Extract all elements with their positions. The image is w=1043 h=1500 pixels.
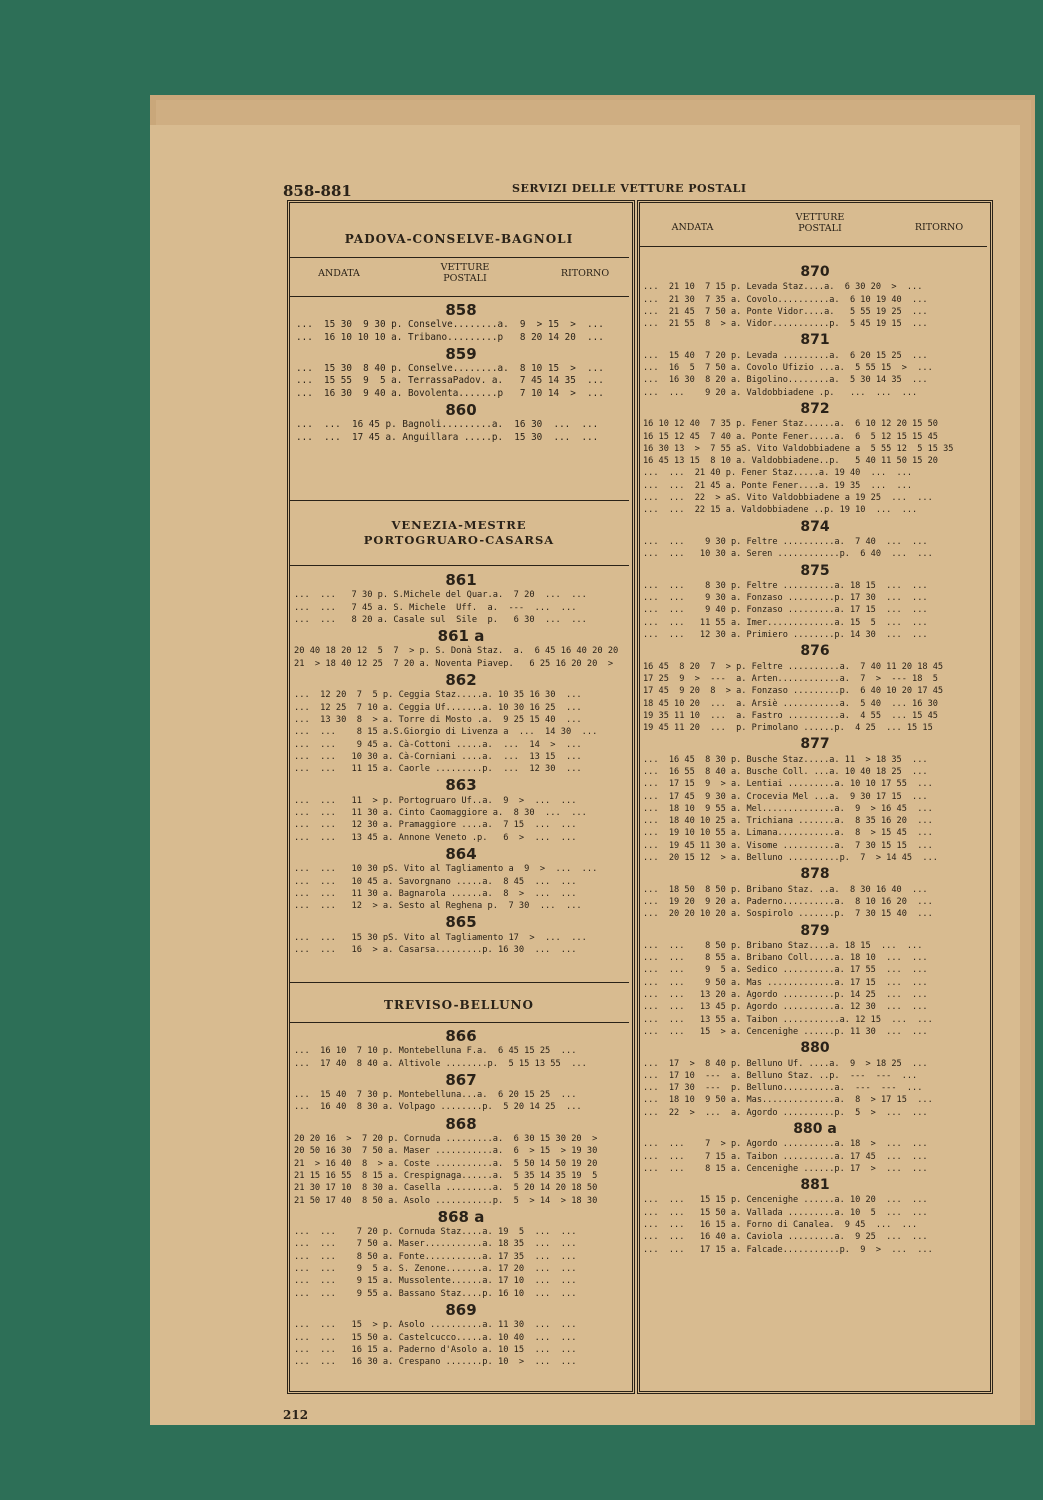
route-number: 866: [445, 1027, 477, 1045]
timetable-row: ... 21 55 8 > a. Vidor...........p. 5 45 19 15 ...: [643, 319, 928, 330]
route-number: 868: [445, 1114, 477, 1133]
timetable-row: ... 15 40 7 30 p. Montebelluna...a. 6 20 15 25 ...: [294, 1090, 577, 1101]
divider: [290, 565, 629, 566]
timetable-row: 16 45 8 20 7 > p. Feltre ..........a. 7 40 11 20 18 45: [643, 661, 944, 672]
timetable-row: ... 18 50 8 50 p. Bribano Staz. ..a. 8 30 16 40 ...: [643, 884, 928, 895]
left-block3-title: TREVISO-BELLUNO: [384, 998, 534, 1012]
route-number: 861 a: [437, 627, 485, 646]
timetable-row: 16 30 13 > 7 55 aS. Vito Valdobbiadene a 5 55 12 5 15 35: [643, 443, 954, 454]
route-number: 864: [445, 844, 477, 863]
timetable-row: 20 40 18 20 12 5 7 > p. S. Donà Staz. a. 6 45 16 40 20 20: [294, 646, 619, 657]
timetable-row: 21 30 17 10 8 30 a. Casella .........a. 5 20 14 20 18 50: [294, 1183, 598, 1194]
timetable-row: 16 45 13 15 8 10 a. Valdobbiadene..p. 5 40 11 50 15 20: [643, 456, 938, 467]
timetable-row: ... ... 9 55 a. Bassano Staz....p. 16 10 ... ...: [294, 1288, 577, 1299]
timetable-row: ... 17 10 --- a. Belluno Staz. ..p. --- --- ...: [643, 1070, 918, 1081]
route-number: 861: [445, 571, 477, 589]
route-number: 879: [800, 922, 830, 939]
timetable-row: ... 21 30 7 35 a. Covolo..........a. 6 10 19 40 ...: [643, 294, 928, 305]
timetable-row: ... ... 7 30 p. S.Michele del Quar.a. 7 20 ... ...: [294, 590, 587, 601]
timetable-row: ... 12 20 7 5 p. Ceggia Staz.....a. 10 35 16 30 ...: [294, 690, 582, 701]
timetable-row: ... ... 17 45 a. Anguillara .....p. 15 30 ... ...: [296, 431, 599, 443]
timetable-row: ... ... 12 30 a. Pramaggiore ....a. 7 15 ... ...: [294, 820, 577, 831]
timetable-row: ... ... 13 45 a. Annone Veneto .p. 6 > ... ...: [294, 832, 577, 843]
timetable-row: ... ... 8 55 a. Bribano Coll.....a. 18 10 ... ...: [643, 953, 928, 964]
route-number: 862: [445, 671, 477, 690]
timetable-row: ... ... 16 15 a. Forno di Canalea. 9 45 ... ...: [643, 1220, 918, 1231]
timetable-row: ... ... 9 30 p. Feltre ..........a. 7 40 ... ...: [643, 536, 928, 547]
timetable-row: ... ... 16 45 p. Bagnoli.........a. 16 30 ... ...: [296, 419, 599, 431]
divider: [290, 296, 629, 297]
timetable-row: ... 16 55 8 40 a. Busche Coll. ...a. 10 40 18 25 ...: [643, 766, 928, 777]
left-block2-title: VENEZIA-MESTRE PORTOGRUARO-CASARSA: [363, 518, 555, 547]
timetable-row: 21 > 18 40 12 25 7 20 a. Noventa Piavep. 6 25 16 20 20 >: [294, 658, 614, 669]
timetable-row: ... 18 40 10 25 a. Trichiana .......a. 8 35 16 20 ...: [643, 816, 933, 827]
timetable-row: 16 10 12 40 7 35 p. Fener Staz......a. 6 10 12 20 15 50: [643, 419, 938, 430]
timetable-row: 20 50 16 30 7 50 a. Maser ...........a. 6 > 15 > 19 30: [294, 1146, 598, 1157]
left-block3-rows: [294, 1026, 628, 1368]
timetable-row: ... ... 12 > a. Sesto al Reghena p. 7 30 ... ...: [294, 901, 582, 912]
timetable-row: ... ... 13 20 a. Agordo ..........p. 14 25 ... ...: [643, 990, 928, 1001]
timetable-row: ... ... 16 30 a. Crespano .......p. 10 > ... ...: [294, 1357, 577, 1368]
timetable-row: ... ... 15 50 a. Castelcucco.....a. 10 40 ... ...: [294, 1332, 577, 1343]
route-number: 868 a: [437, 1207, 485, 1226]
route-number: 877: [800, 736, 830, 753]
running-title: SERVIZI DELLE VETTURE POSTALI: [512, 182, 747, 195]
timetable-row: ... ... 11 > p. Portogruaro Uf..a. 9 > ... ...: [294, 795, 577, 806]
timetable-row: ... 15 55 9 5 a. TerrassaPadov. a. 7 45 14 35 ...: [296, 375, 604, 387]
route-number: 880: [800, 1040, 830, 1057]
route-number: 880 a: [793, 1121, 837, 1137]
timetable-row: ... ... 15 > p. Asolo ..........a. 11 30 ... ...: [294, 1320, 577, 1331]
timetable-row: ... 17 40 8 40 a. Altivole ........p. 5 15 13 55 ...: [294, 1058, 587, 1069]
timetable-row: ... 19 10 10 55 a. Limana...........a. 8 > 15 45 ...: [643, 828, 933, 839]
timetable-row: ... ... 13 55 a. Taibon ...........a. 12 15 ... ...: [643, 1014, 933, 1025]
timetable-row: ... ... 11 55 a. Imer.............a. 15 5 ... ...: [643, 617, 928, 628]
timetable-row: ... ... 16 15 a. Paderno d'Asolo a. 10 15 ... ...: [294, 1344, 577, 1355]
timetable-row: ... ... 10 30 a. Seren ............p. 6 40 ... ...: [643, 549, 933, 560]
timetable-row: ... ... 8 15 a. Cencenighe ......p. 17 > ... ...: [643, 1163, 928, 1174]
timetable-row: ... ... 9 50 a. Mas .............a. 17 15 ... ...: [643, 977, 928, 988]
timetable-row: ... ... 8 50 p. Bribano Staz....a. 18 15 ... ...: [643, 940, 923, 951]
route-number: 863: [445, 776, 477, 795]
left-ritorno-head: RITORNO: [560, 268, 610, 279]
route-number: 875: [800, 562, 830, 579]
timetable-row: ... 16 5 7 50 a. Covolo Ufizio ...a. 5 55 15 > ...: [643, 363, 933, 374]
timetable-row: ... 16 45 8 30 p. Busche Staz.....a. 11 > 18 35 ...: [643, 754, 928, 765]
timetable-row: ... ... 16 40 a. Caviola .........a. 9 25 ... ...: [643, 1232, 928, 1243]
timetable-row: ... ... 11 30 a. Bagnarola ......a. 8 > ... ...: [294, 888, 577, 899]
timetable-row: ... ... 10 45 a. Savorgnano .....a. 8 45 ... ...: [294, 876, 577, 887]
route-number: 858: [445, 301, 477, 319]
route-number: 871: [800, 332, 830, 349]
timetable-row: ... 18 10 9 55 a. Mel..............a. 9 > 16 45 ...: [643, 803, 933, 814]
timetable-row: ... 16 40 8 30 a. Volpago ........p. 5 20 14 25 ...: [294, 1102, 582, 1113]
route-number: 878: [800, 866, 830, 883]
timetable-row: ... 20 15 12 > a. Belluno ..........p. 7 > 14 45 ...: [643, 853, 938, 864]
timetable-row: ... 21 10 7 15 p. Levada Staz....a. 6 30 20 > ...: [643, 282, 923, 293]
timetable-row: ... ... 9 5 a. S. Zenone.......a. 17 20 ... ...: [294, 1264, 577, 1275]
timetable-row: 17 45 9 20 8 > a. Fonzaso .........p. 6 40 10 20 17 45: [643, 686, 944, 697]
timetable-row: ... ... 11 15 a. Caorle .........p. ... 12 30 ...: [294, 764, 582, 775]
timetable-row: ... 13 30 8 > a. Torre di Mosto .a. 9 25 15 40 ...: [294, 714, 582, 725]
timetable-row: 18 45 10 20 ... a. Arsiè ...........a. 5 40 ... 16 30: [643, 698, 938, 709]
timetable-row: ... ... 7 50 a. Maser...........a. 18 35 ... ...: [294, 1239, 577, 1250]
timetable-row: 21 50 17 40 8 50 a. Asolo ...........p. 5 > 14 > 18 30: [294, 1195, 598, 1206]
route-number: 860: [445, 401, 477, 420]
timetable-row: ... 17 30 --- p. Belluno..........a. --- --- ...: [643, 1083, 923, 1094]
left-vetture-head: VETTURE POSTALI: [440, 262, 490, 284]
timetable-row: ... ... 15 50 a. Vallada .........a. 10 5 ... ...: [643, 1207, 928, 1218]
left-block2-rows: [294, 570, 628, 956]
right-vetture-head: VETTURE POSTALI: [795, 212, 845, 234]
divider: [290, 257, 629, 258]
timetable-row: ... ... 8 30 p. Feltre ..........a. 18 15 ... ...: [643, 580, 928, 591]
route-number: 874: [800, 518, 830, 535]
timetable-row: ... 17 > 8 40 p. Belluno Uf. ....a. 9 > 18 25 ...: [643, 1058, 928, 1069]
timetable-row: ... 20 20 10 20 a. Sospirolo .......p. 7 30 15 40 ...: [643, 909, 933, 920]
timetable-row: ... 16 30 8 20 a. Bigolino........a. 5 30 14 35 ...: [643, 375, 928, 386]
timetable-row: ... 16 10 7 10 p. Montebelluna F.a. 6 45 15 25 ...: [294, 1046, 577, 1057]
right-rows: [643, 262, 987, 1256]
timetable-row: ... ... 8 20 a. Casale sul Sile p. 6 30 ... ...: [294, 614, 587, 625]
timetable-row: ... ... 11 30 a. Cinto Caomaggiore a. 8 30 ... ...: [294, 808, 587, 819]
divider: [640, 246, 987, 247]
timetable-row: ... 12 25 7 10 a. Ceggia Uf.......a. 10 30 16 25 ...: [294, 702, 582, 713]
divider: [290, 500, 629, 501]
timetable-row: ... ... 7 15 a. Taibon ..........a. 17 45 ... ...: [643, 1151, 928, 1162]
left-andata-head: ANDATA: [318, 268, 360, 279]
timetable-row: ... ... 9 15 a. Mussolente......a. 17 10 ... ...: [294, 1276, 577, 1287]
timetable-row: ... ... 8 15 a.S.Giorgio di Livenza a ... 14 30 ...: [294, 727, 598, 738]
route-number: 876: [800, 643, 830, 660]
route-number: 881: [800, 1177, 830, 1194]
timetable-row: ... 16 30 9 40 a. Bovolenta.......p 7 10 14 > ...: [296, 387, 604, 399]
timetable-row: ... ... 9 30 a. Fonzaso .........p. 17 30 ... ...: [643, 593, 928, 604]
timetable-row: ... ... 15 15 p. Cencenighe ......a. 10 20 ... ...: [643, 1195, 928, 1206]
timetable-row: ... ... 22 > aS. Vito Valdobbiadene a 19 25 ... ...: [643, 493, 933, 504]
timetable-row: ... ... 15 30 pS. Vito al Tagliamento 17 > ... ...: [294, 932, 587, 943]
left-block1-title: PADOVA-CONSELVE-BAGNOLI: [344, 232, 574, 246]
route-number: 867: [445, 1070, 477, 1089]
timetable-row: ... 17 45 9 30 a. Crocevia Mel ...a. 9 30 17 15 ...: [643, 791, 928, 802]
page-number: 212: [283, 1408, 309, 1422]
timetable-row: ... ... 12 30 a. Primiero ........p. 14 30 ... ...: [643, 630, 928, 641]
timetable-row: ... ... 9 40 p. Fonzaso .........a. 17 15 ... ...: [643, 605, 928, 616]
timetable-row: ... ... 13 45 p. Agordo ..........a. 12 30 ... ...: [643, 1002, 928, 1013]
right-andata-head: ANDATA: [671, 222, 714, 233]
timetable-row: 16 15 12 45 7 40 a. Ponte Fener.....a. 6 5 12 15 15 45: [643, 431, 938, 442]
route-number: 869: [445, 1300, 477, 1319]
route-number: 859: [445, 344, 477, 363]
timetable-row: ... 15 40 7 20 p. Levada .........a. 6 20 15 25 ...: [643, 350, 928, 361]
timetable-row: 17 25 9 > --- a. Arten............a. 7 > --- 18 5: [643, 673, 938, 684]
timetable-row: 19 45 11 20 ... p. Primolano ......p. 4 25 ... 15 15: [643, 723, 933, 734]
timetable-row: ... ... 22 15 a. Valdobbiadene ..p. 19 10 ... ...: [643, 505, 918, 516]
timetable-row: 20 20 16 > 7 20 p. Cornuda .........a. 6 30 15 30 20 >: [294, 1134, 598, 1145]
timetable-row: ... 21 45 7 50 a. Ponte Vidor....a. 5 55 19 25 ...: [643, 306, 928, 317]
left-block1-rows: [296, 300, 626, 444]
timetable-row: ... ... 21 40 p. Fener Staz.....a. 19 40 ... ...: [643, 468, 913, 479]
timetable-row: ... ... 7 20 p. Cornuda Staz....a. 19 5 ... ...: [294, 1227, 577, 1238]
timetable-row: ... ... 9 20 a. Valdobbiadene .p. ... ... ...: [643, 387, 918, 398]
timetable-row: ... 19 20 9 20 a. Paderno..........a. 8 10 16 20 ...: [643, 896, 933, 907]
timetable-row: ... ... 9 45 a. Cà-Cottoni .....a. ... 14 > ...: [294, 739, 582, 750]
timetable-row: ... 19 45 11 30 a. Visome ..........a. 7 30 15 15 ...: [643, 840, 933, 851]
timetable-row: ... 16 10 10 10 a. Tribano.........p 8 20 14 20 ...: [296, 331, 604, 343]
page-range: 858-881: [283, 182, 352, 200]
timetable-row: ... ... 8 50 a. Fonte...........a. 17 35 ... ...: [294, 1251, 577, 1262]
timetable-row: ... 18 10 9 50 a. Mas..............a. 8 > 17 15 ...: [643, 1095, 933, 1106]
timetable-row: 21 15 16 55 8 15 a. Crespignaga......a. 5 35 14 35 19 5: [294, 1170, 598, 1181]
timetable-row: ... 15 30 9 30 p. Conselve........a. 9 > 15 > ...: [296, 319, 604, 331]
timetable-row: 19 35 11 10 ... a. Fastro ..........a. 4 55 ... 15 45: [643, 710, 938, 721]
right-ritorno-head: RITORNO: [914, 222, 964, 233]
timetable-row: ... ... 9 5 a. Sedico ..........a. 17 55 ... ...: [643, 965, 928, 976]
timetable-row: ... 17 15 9 > a. Lentiai .........a. 10 10 17 55 ...: [643, 779, 933, 790]
timetable-row: ... 22 > ... a. Agordo ..........p. 5 > ... ...: [643, 1107, 928, 1118]
divider: [290, 1022, 629, 1023]
route-number: 865: [445, 913, 477, 932]
timetable-row: ... ... 7 > p. Agordo ..........a. 18 > ... ...: [643, 1139, 928, 1150]
timetable-row: ... ... 7 45 a. S. Michele Uff. a. --- ... ...: [294, 602, 577, 613]
route-number: 872: [800, 400, 830, 417]
timetable-row: ... ... 21 45 a. Ponte Fener....a. 19 35 ... ...: [643, 480, 913, 491]
timetable-row: ... ... 10 30 pS. Vito al Tagliamento a 9 > ... ...: [294, 864, 598, 875]
divider: [290, 982, 629, 983]
timetable-row: 21 > 16 40 8 > a. Coste ...........a. 5 50 14 50 19 20: [294, 1158, 598, 1169]
timetable-row: ... 15 30 8 40 p. Conselve........a. 8 10 15 > ...: [296, 363, 604, 375]
timetable-row: ... ... 15 > a. Cencenighe ......p. 11 30 ... ...: [643, 1026, 928, 1037]
timetable-row: ... ... 16 > a. Casarsa.........p. 16 30 ... ...: [294, 945, 577, 956]
timetable-row: ... ... 17 15 a. Falcade...........p. 9 > ... ...: [643, 1244, 933, 1255]
timetable-row: ... ... 10 30 a. Cà-Corniani ....a. ... 13 15 ...: [294, 751, 582, 762]
route-number: 870: [800, 264, 830, 280]
